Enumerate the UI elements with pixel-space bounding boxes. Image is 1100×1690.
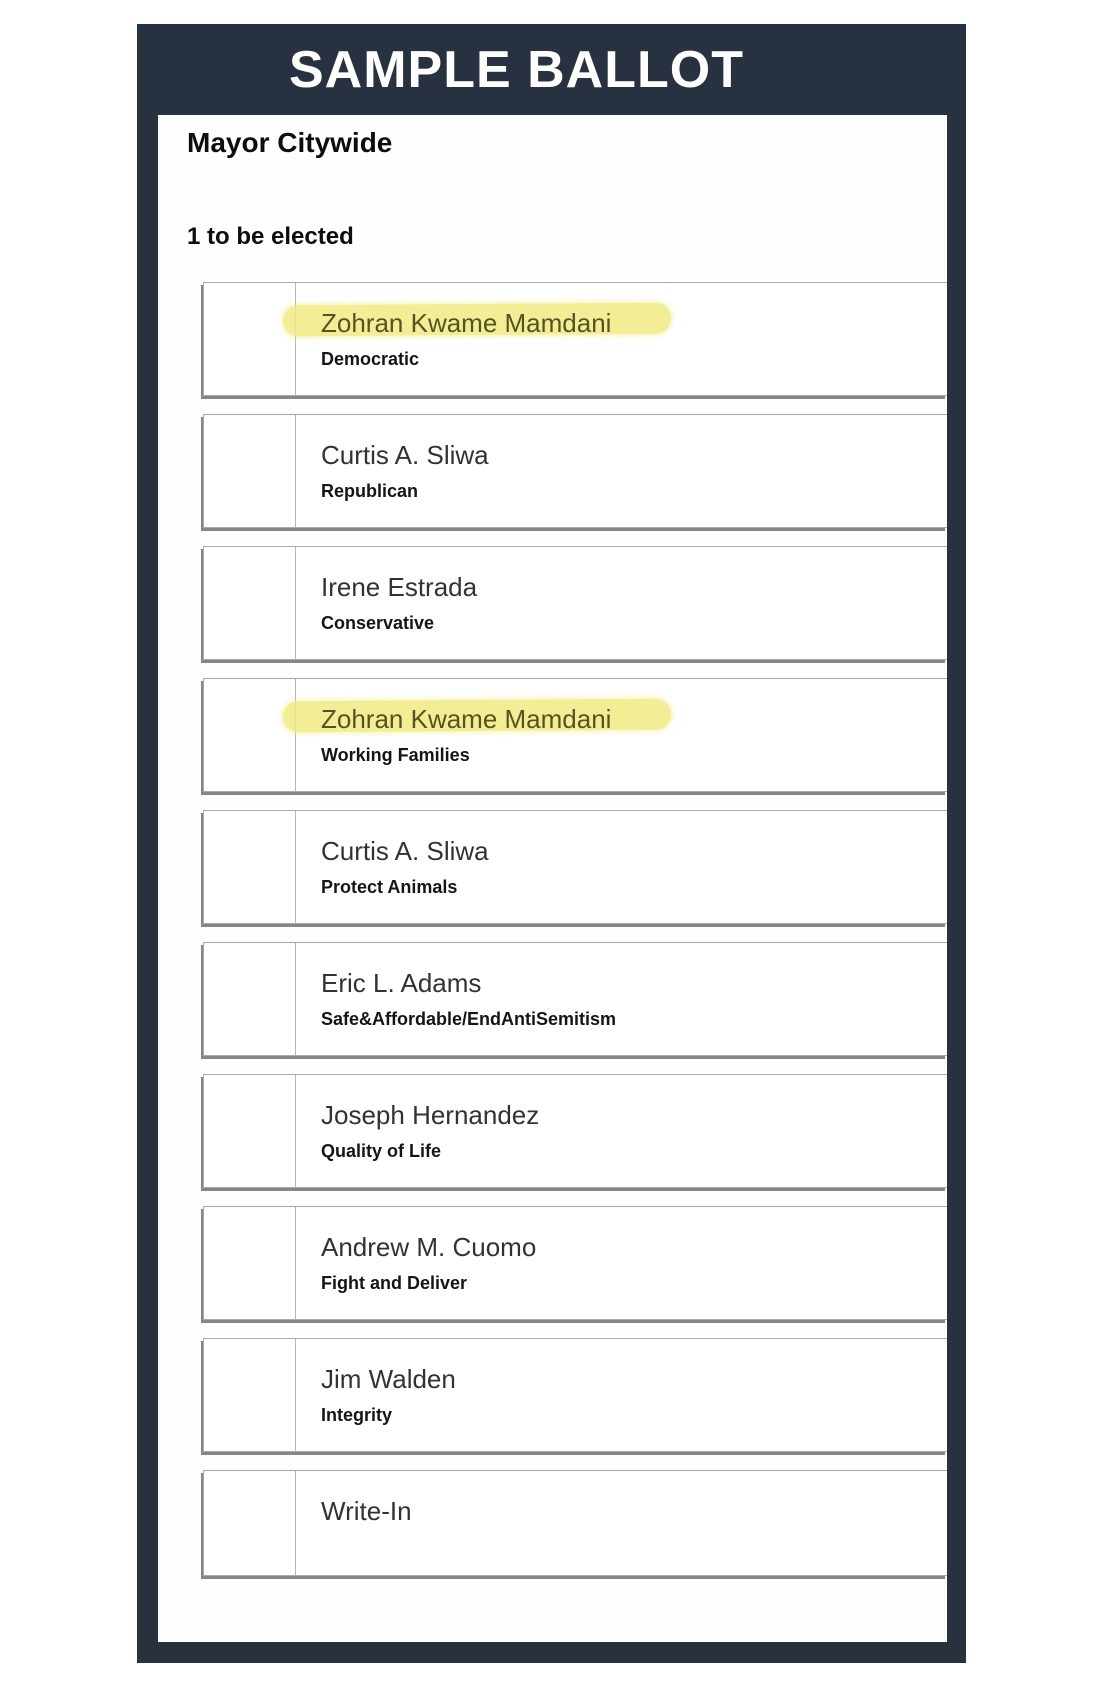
candidate-name: Zohran Kwame Mamdani: [321, 308, 612, 338]
candidate-cell: [296, 1075, 947, 1187]
candidate-list: [203, 282, 947, 1594]
candidate-party: Integrity: [321, 1405, 393, 1425]
ballot-content: [158, 115, 947, 1642]
candidate-name: Zohran Kwame Mamdani: [321, 704, 612, 734]
vote-mark-cell[interactable]: [204, 1207, 296, 1319]
candidate-row[interactable]: [203, 546, 947, 660]
candidate-cell: [296, 547, 947, 659]
candidate-row[interactable]: [203, 1338, 947, 1452]
candidate-cell: [296, 943, 947, 1055]
candidate-party: Quality of Life: [321, 1141, 442, 1161]
contest-title: Mayor Citywide: [187, 127, 393, 158]
vote-mark-cell[interactable]: [204, 547, 296, 659]
vote-mark-cell[interactable]: [204, 811, 296, 923]
candidate-row[interactable]: [203, 414, 947, 528]
vote-mark-cell[interactable]: [204, 943, 296, 1055]
candidate-row[interactable]: [203, 282, 947, 396]
candidate-cell: [296, 1471, 947, 1575]
vote-mark-cell[interactable]: [204, 415, 296, 527]
candidate-name: Joseph Hernandez: [321, 1100, 540, 1130]
ballot-frame: [137, 24, 966, 1663]
candidate-cell: [296, 1207, 947, 1319]
candidate-name: Irene Estrada: [321, 572, 478, 602]
candidate-cell: [296, 415, 947, 527]
candidate-row[interactable]: [203, 810, 947, 924]
candidate-name: Eric L. Adams: [321, 968, 482, 998]
candidate-party: Working Families: [321, 745, 470, 765]
vote-mark-cell[interactable]: [204, 283, 296, 395]
vote-mark-cell[interactable]: [204, 1339, 296, 1451]
candidate-cell: [296, 283, 947, 395]
candidate-name: Andrew M. Cuomo: [321, 1232, 537, 1262]
candidate-party: Protect Animals: [321, 877, 458, 897]
candidate-row[interactable]: [203, 678, 947, 792]
candidate-name: Write-In: [321, 1496, 412, 1526]
candidate-party: Conservative: [321, 613, 435, 633]
contest-instruction: 1 to be elected: [187, 223, 354, 250]
candidate-row[interactable]: [203, 1470, 947, 1576]
candidate-party: Democratic: [321, 349, 420, 369]
candidate-row[interactable]: [203, 1074, 947, 1188]
candidate-row[interactable]: [203, 1206, 947, 1320]
ballot-title: SAMPLE BALLOT: [289, 40, 744, 99]
candidate-name: Curtis A. Sliwa: [321, 440, 489, 470]
candidate-party: Republican: [321, 481, 419, 501]
candidate-name: Jim Walden: [321, 1364, 456, 1394]
vote-mark-cell[interactable]: [204, 679, 296, 791]
vote-mark-cell[interactable]: [204, 1075, 296, 1187]
candidate-name: Curtis A. Sliwa: [321, 836, 489, 866]
vote-mark-cell[interactable]: [204, 1471, 296, 1575]
ballot-header: [137, 24, 966, 115]
candidate-row[interactable]: [203, 942, 947, 1056]
candidate-cell: [296, 1339, 947, 1451]
candidate-party: Fight and Deliver: [321, 1273, 468, 1293]
candidate-cell: [296, 811, 947, 923]
candidate-party: Safe&Affordable/EndAntiSemitism: [321, 1009, 617, 1029]
candidate-cell: [296, 679, 947, 791]
